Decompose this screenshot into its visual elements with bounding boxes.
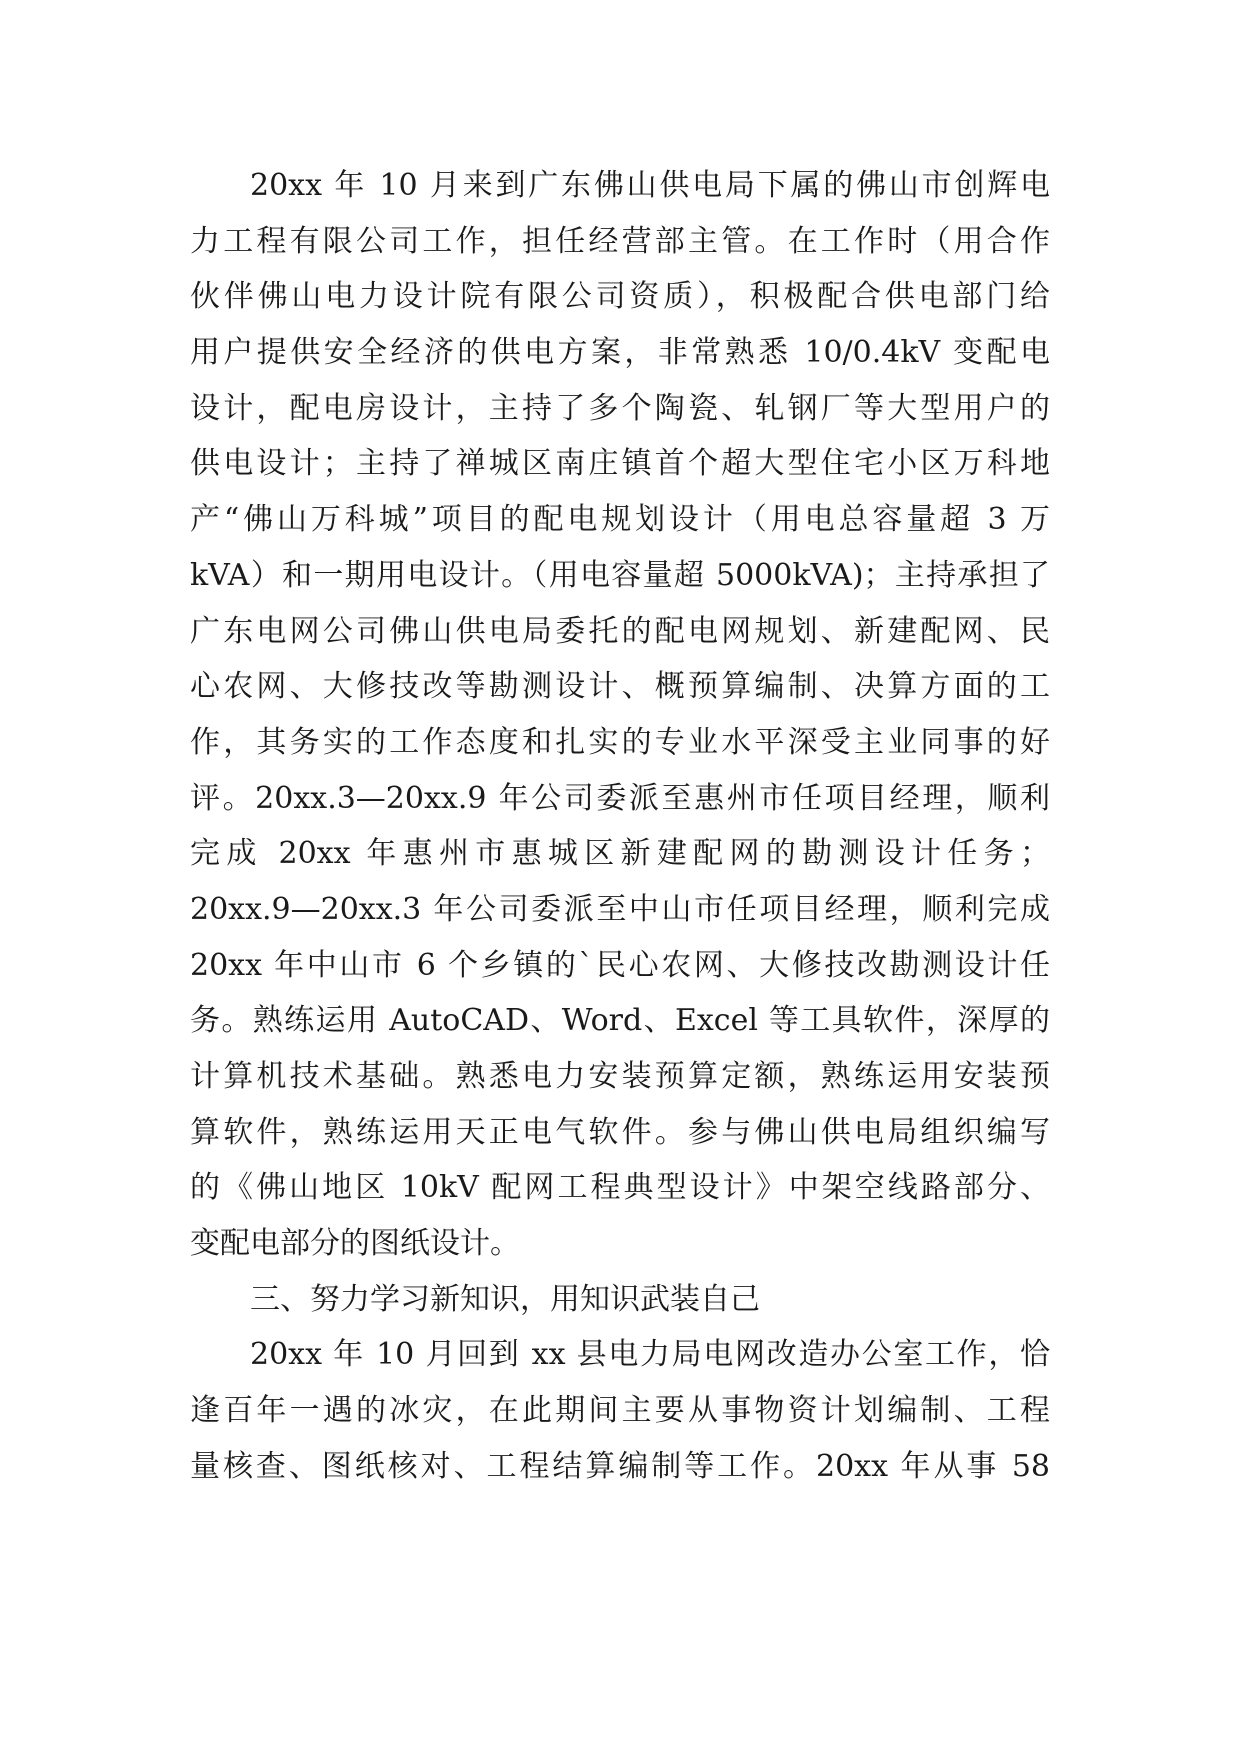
text-line: 力工程有限公司工作，担任经营部主管。在工作时（用合作 [190, 223, 1050, 259]
text-line: 设计，配电房设计，主持了多个陶瓷、轧钢厂等大型用户的 [190, 390, 1050, 426]
text-line: 逢百年一遇的冰灾，在此期间主要从事物资计划编制、工程 [190, 1393, 1050, 1429]
text-line: 心农网、大修技改等勘测设计、概预算编制、决算方面的工 [190, 669, 1050, 705]
paragraph-1 [190, 158, 1050, 1272]
text-line: 量核查、图纸核对、工程结算编制等工作。20xx 年从事 58 [190, 1448, 1050, 1484]
paragraph-2 [190, 1327, 1050, 1494]
text-line: 计算机技术基础。熟悉电力安装预算定额，熟练运用安装预 [190, 1059, 1050, 1094]
text-line: kVA）和一期用电设计。（用电容量超 5000kVA)；主持承担了 [190, 557, 1050, 593]
document-body [190, 158, 1050, 1495]
text-line: 作，其务实的工作态度和扎实的专业水平深受主业同事的好 [190, 724, 1050, 760]
text-line: 完成 20xx 年惠州市惠城区新建配网的勘测设计任务； [190, 836, 1050, 872]
text-line: 算软件，熟练运用天正电气软件。参与佛山供电局组织编写 [190, 1114, 1050, 1150]
section-heading [190, 1272, 1050, 1328]
text-line: 务。熟练运用 AutoCAD、Word、Excel 等工具软件，深厚的 [190, 1003, 1050, 1039]
text-line: 20xx 年 10 月来到广东佛山供电局下属的佛山市创辉电 [250, 168, 1050, 203]
heading-text: 三、努力学习新知识，用知识武装自己 [250, 1281, 760, 1317]
text-line: 20xx.9—20xx.3 年公司委派至中山市任项目经理，顺利完成 [190, 891, 1050, 927]
text-line: 变配电部分的图纸设计。 [190, 1226, 520, 1262]
text-line: 广东电网公司佛山供电局委托的配电网规划、新建配网、民 [190, 613, 1050, 649]
text-line: 用户提供安全经济的供电方案，非常熟悉 10/0.4kV 变配电 [190, 335, 1050, 371]
text-line: 供电设计；主持了禅城区南庄镇首个超大型住宅小区万科地 [190, 446, 1050, 482]
text-line: 伙伴佛山电力设计院有限公司资质），积极配合供电部门给 [190, 279, 1050, 315]
text-line: 评。20xx.3—20xx.9 年公司委派至惠州市任项目经理，顺利 [190, 780, 1050, 816]
text-line: 产“佛山万科城”项目的配电规划设计（用电总容量超 3 万 [190, 502, 1050, 538]
text-line: 的《佛山地区 10kV 配网工程典型设计》中架空线路部分、 [190, 1170, 1050, 1206]
text-line: 20xx 年 10 月回到 xx 县电力局电网改造办公室工作，恰 [250, 1337, 1050, 1373]
text-line: 20xx 年中山市 6 个乡镇的`民心农网、大修技改勘测设计任 [190, 947, 1050, 983]
